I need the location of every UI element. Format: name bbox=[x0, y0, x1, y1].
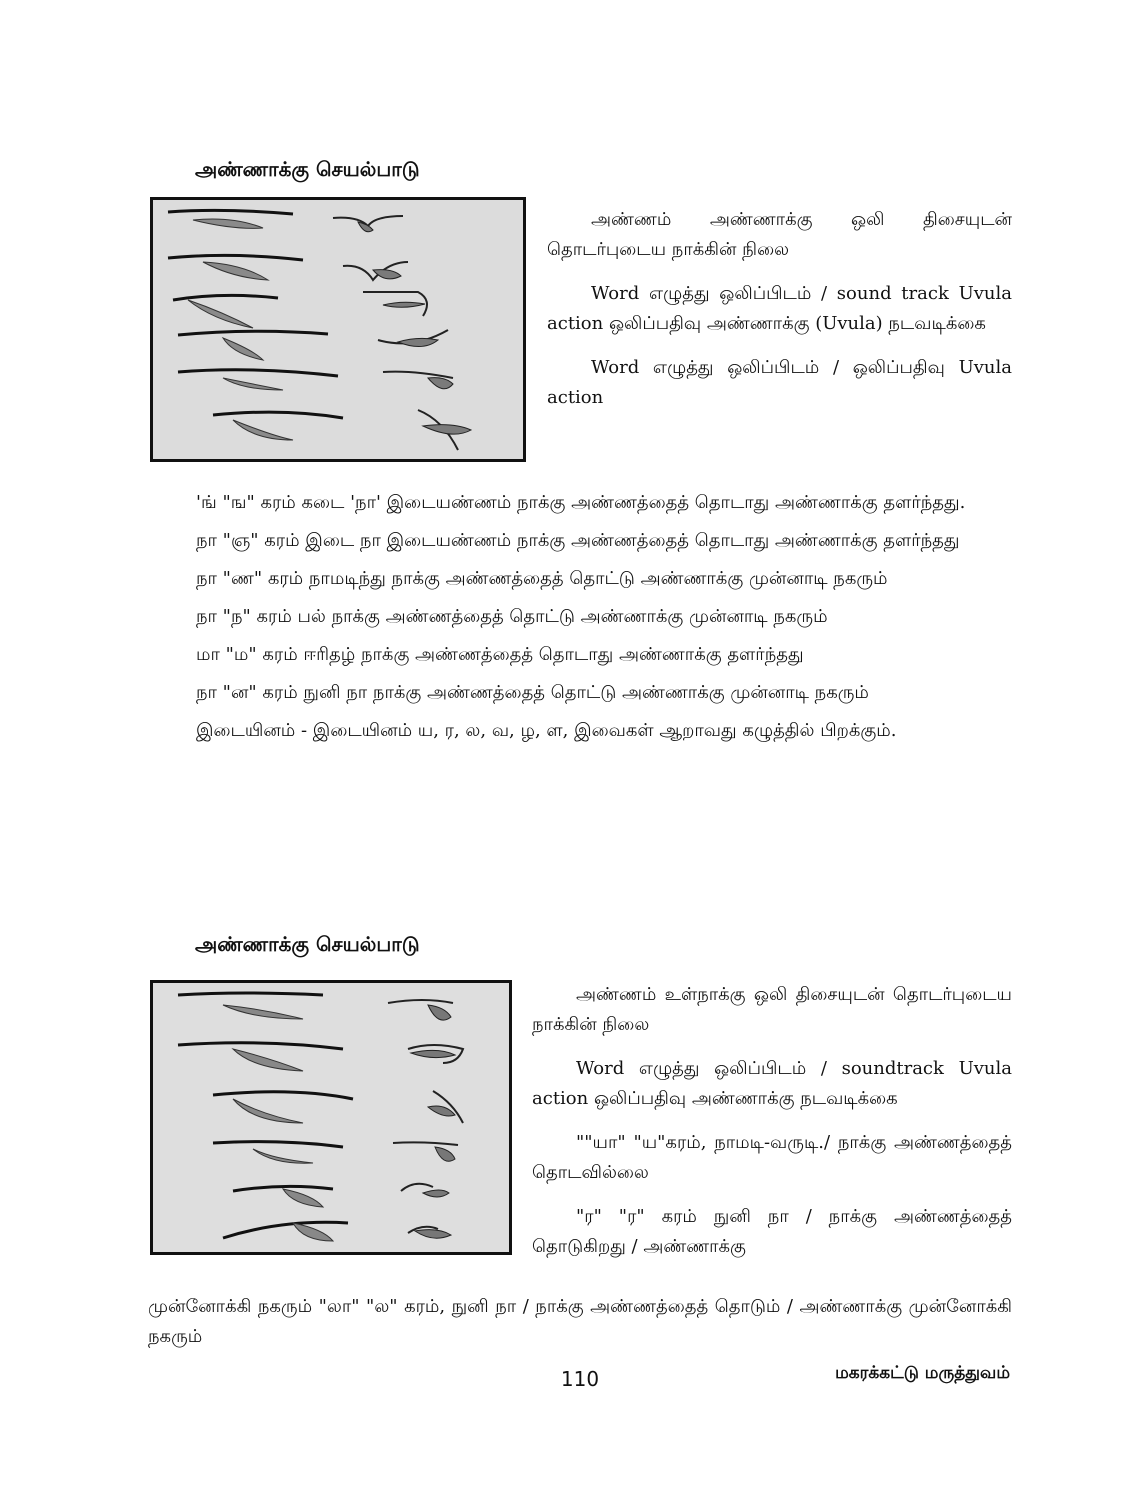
description-paragraph: அண்ணம் உள்நாக்கு ஒலி திசையுடன் தொடர்புடைய நாக்கின் நிலை bbox=[532, 984, 1012, 1035]
uvula-position-photo bbox=[150, 980, 512, 1255]
section-heading: அண்ணாக்கு செயல்பாடு bbox=[195, 157, 420, 181]
description-paragraph: ""யா" "ய"கரம், நாமடி-வருடி./ நாக்கு அண்ணத்தைத் தொடவில்லை bbox=[532, 1132, 1012, 1183]
tongue-position-photo bbox=[150, 197, 526, 462]
description-paragraph: Word எழுத்து ஒலிப்பிடம் / soundtrack Uvula action ஒலிப்பதிவு அண்ணாக்கு நடவடிக்கை bbox=[532, 1058, 1012, 1109]
description-paragraph: Word எழுத்து ஒலிப்பிடம் / ஒலிப்பதிவு Uvula action bbox=[547, 357, 1012, 408]
description-paragraph: Word எழுத்து ஒலிப்பிடம் / sound track Uvula action ஒலிப்பதிவு அண்ணாக்கு (Uvula) நடவடிக்கை bbox=[547, 283, 1012, 334]
body-paragraph: இடையினம் - இடையினம் ய, ர, ல, வ, ழ, ள, இவைகள் ஆறாவது கழுத்தில் பிறக்கும். bbox=[196, 720, 897, 741]
section-heading: அண்ணாக்கு செயல்பாடு bbox=[195, 932, 420, 956]
book-title: மகரக்கட்டு மருத்துவம் bbox=[835, 1363, 1010, 1383]
section2-description bbox=[532, 980, 1012, 1262]
description-paragraph: "ர" "ர" கரம் நுனி நா / நாக்கு அண்ணத்தைத் தொடுகிறது / அண்ணாக்கு bbox=[532, 1206, 1012, 1257]
body-text bbox=[148, 490, 1012, 756]
description-paragraph: அண்ணம் அண்ணாக்கு ஒலி திசையுடன் தொடர்புடைய நாக்கின் நிலை bbox=[547, 209, 1012, 260]
body-paragraph: 'ங் "ங" கரம் கடை 'நா' இடையண்ணம் நாக்கு அண்ணத்தைத் தொடாது அண்ணாக்கு தளர்ந்தது. bbox=[196, 492, 966, 513]
section1-description bbox=[547, 205, 1012, 427]
body-paragraph: நா "ந" கரம் பல் நாக்கு அண்ணத்தைத் தொட்டு அண்ணாக்கு முன்னாடி நகரும் bbox=[196, 606, 828, 627]
body-paragraph: மா "ம" கரம் ஈரிதழ் நாக்கு அண்ணத்தைத் தொடாது அண்ணாக்கு தளர்ந்தது bbox=[196, 644, 804, 665]
body-paragraph: நா "ன" கரம் நுனி நா நாக்கு அண்ணத்தைத் தொட்டு அண்ணாக்கு முன்னாடி நகரும் bbox=[196, 682, 869, 703]
page-number: 110 bbox=[560, 1367, 600, 1391]
section2-continuation: முன்னோக்கி நகரும் "லா" "ல" கரம், நுனி நா / நாக்கு அண்ணத்தைத் தொடும் / அண்ணாக்கு முன்னோக்கி நகரும் bbox=[148, 1296, 1012, 1347]
body-paragraph: நா "ஞ" கரம் இடை நா இடையண்ணம் நாக்கு அண்ணத்தைத் தொடாது அண்ணாக்கு தளர்ந்தது bbox=[196, 530, 960, 551]
body-paragraph: நா "ண" கரம் நாமடிந்து நாக்கு அண்ணத்தைத் தொட்டு அண்ணாக்கு முன்னாடி நகரும் bbox=[196, 568, 888, 589]
